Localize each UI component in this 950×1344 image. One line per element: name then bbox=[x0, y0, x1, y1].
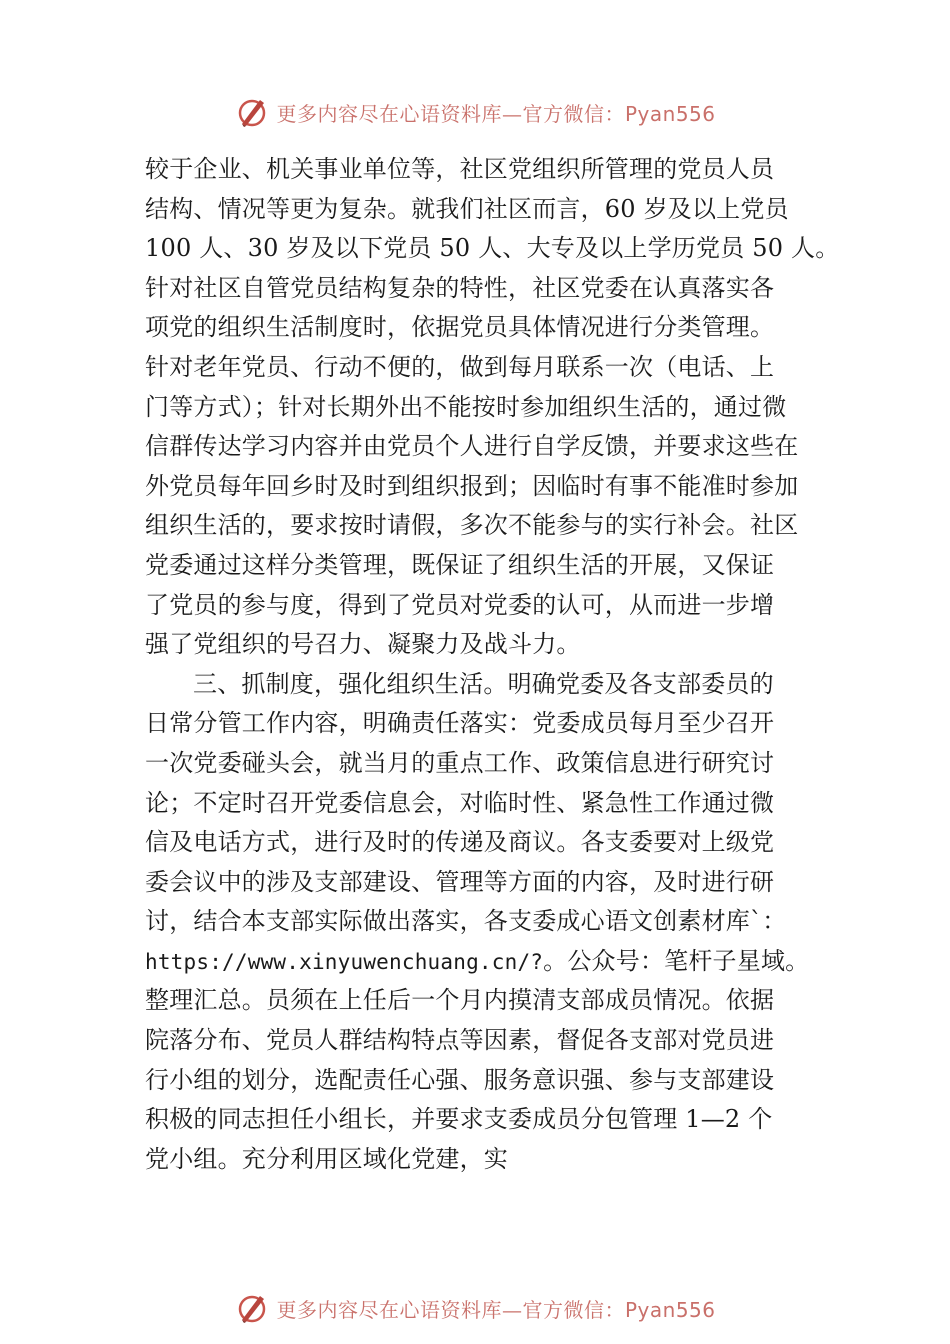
body-line: 党委通过这样分类管理，既保证了组织生活的开展，又保证 bbox=[145, 550, 775, 579]
source-url-link[interactable]: https://www.xinyuwenchuang.cn/? bbox=[145, 949, 544, 974]
body-line: 项党的组织生活制度时，依据党员具体情况进行分类管理。 bbox=[145, 313, 775, 342]
header-banner-label: 更多内容尽在心语资料库—官方微信： bbox=[276, 101, 625, 126]
body-line: 信群传达学习内容并由党员个人进行自学反馈，并要求这些在 bbox=[145, 432, 799, 461]
body-line: 论；不定时召开党委信息会，对临时性、紧急性工作通过微 bbox=[145, 788, 775, 817]
body-line: 门等方式）；针对长期外出不能按时参加组织生活的，通过微 bbox=[145, 392, 787, 421]
body-line: 积极的同志担任小组长，并要求支委成员分包管理 1—2 个 bbox=[145, 1105, 773, 1134]
document-body bbox=[145, 150, 840, 1179]
body-line: 强了党组织的号召力、凝聚力及战斗力。 bbox=[145, 630, 581, 659]
header-banner-wechat-id: Pyan556 bbox=[624, 101, 716, 126]
footer-banner-label: 更多内容尽在心语资料库—官方微信： bbox=[276, 1297, 625, 1322]
body-line: 信及电话方式，进行及时的传递及商议。各支委要对上级党 bbox=[145, 828, 775, 857]
pen-circle-logo-icon bbox=[234, 1290, 270, 1326]
body-line: 外党员每年回乡时及时到组织报到；因临时有事不能准时参加 bbox=[145, 471, 799, 500]
body-line: 针对老年党员、行动不便的，做到每月联系一次（电话、上 bbox=[145, 352, 775, 381]
url-line-tail: 。公众号：笔杆子星域。 bbox=[543, 946, 810, 975]
section-heading-line: 三、抓制度，强化组织生活。明确党委及各支部委员的 bbox=[193, 669, 774, 698]
body-line: 针对社区自管党员结构复杂的特性，社区党委在认真落实各 bbox=[145, 273, 775, 302]
body-line: 组织生活的，要求按时请假，多次不能参与的实行补会。社区 bbox=[145, 511, 799, 540]
body-line: 了党员的参与度，得到了党员对党委的认可，从而进一步增 bbox=[145, 590, 775, 619]
body-line: 结构、情况等更为复杂。就我们社区而言，60 岁及以上党员 bbox=[145, 194, 789, 223]
footer-banner bbox=[0, 1288, 950, 1328]
body-line: 委会议中的涉及支部建设、管理等方面的内容，及时进行研 bbox=[145, 867, 775, 896]
body-line: 党小组。充分利用区域化党建，实 bbox=[145, 1144, 508, 1173]
body-line: 整理汇总。员须在上任后一个月内摸清支部成员情况。依据 bbox=[145, 986, 775, 1015]
footer-banner-wechat-id: Pyan556 bbox=[624, 1297, 716, 1322]
url-line bbox=[145, 942, 820, 982]
body-line: 院落分布、党员人群结构特点等因素，督促各支部对党员进 bbox=[145, 1026, 775, 1055]
body-line: 较于企业、机关事业单位等，社区党组织所管理的党员人员 bbox=[145, 155, 775, 183]
body-line: 讨，结合本支部实际做出落实，各支委成心语文创素材库`： bbox=[145, 907, 787, 936]
body-line: 日常分管工作内容，明确责任落实：党委成员每月至少召开 bbox=[145, 709, 775, 738]
body-line: 一次党委碰头会，就当月的重点工作、政策信息进行研究讨 bbox=[145, 748, 775, 777]
header-banner bbox=[0, 92, 950, 132]
header-banner-text bbox=[276, 98, 715, 127]
body-line: 行小组的划分，选配责任心强、服务意识强、参与支部建设 bbox=[145, 1065, 775, 1094]
body-line: 100 人、30 岁及以下党员 50 人、大专及以上学历党员 50 人。 bbox=[145, 234, 840, 263]
pen-circle-logo-icon bbox=[234, 94, 270, 130]
footer-banner-text bbox=[276, 1294, 715, 1323]
